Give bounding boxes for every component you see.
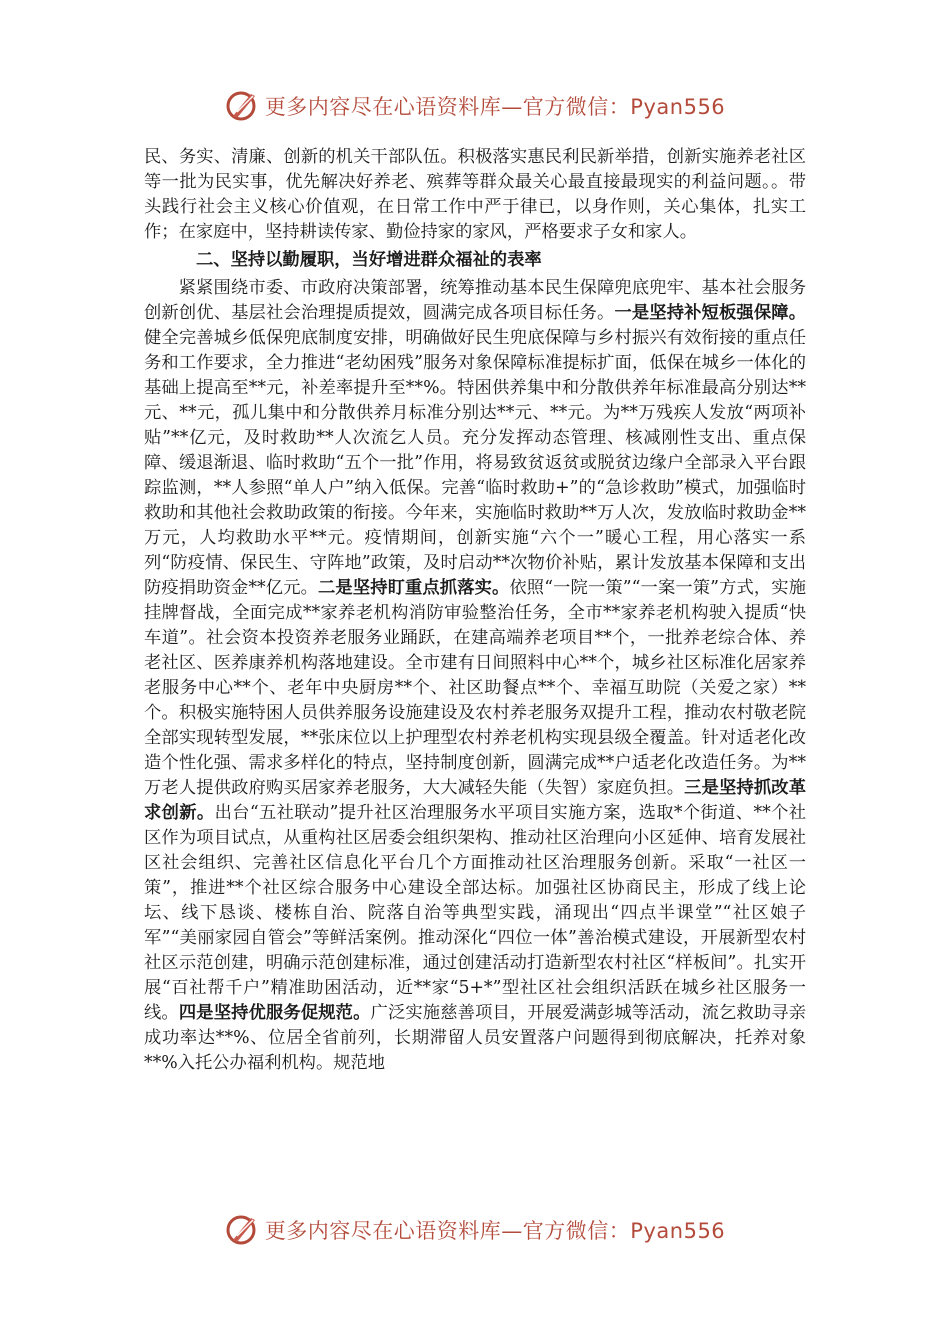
body-text-1: 紧紧围绕市委、市政府决策部署，统筹推动基本民生保障兜底兜牢、基本社会服务创新创优、基层社会治理提质提效，圆满完成各项目标任务。 <box>144 278 806 323</box>
header-banner <box>0 86 950 126</box>
footer-banner-text: 更多内容尽在心语资料库—官方微信：Pyan556 <box>264 1219 726 1243</box>
footer-banner <box>0 1210 950 1250</box>
body-text-2: 健全完善城乡低保兜底制度安排，明确做好民生兜底保障与乡村振兴有效衔接的重点任务和工作要求，全力推进“老幼困残”服务对象保障标准提标扩面，低保在城乡一体化的基础上提高至**元，补差率提升至**%。特困供养集中和分散供养年标准最高分别达**元、**元，孤儿集中和分散供养月标准分别达**元、**元。为**万残疾人发放“两项补贴”**亿元，及时救助**人次流乞人员。充分发挥动态管理、核减刚性支出、重点保障、缓退渐退、临时救助“五个一批”作用，将易致贫返贫或脱贫边缘户全部录入平台跟踪监测，**人参照“单人户”纳入低保。完善“临时救助+”的“急诊救助”模式，加强临时救助和其他社会救助政策的衔接。今年来，实施临时救助**万人次，发放临时救助金**万元，人均救助水平**元。疫情期间，创新实施“六个一”暖心工程，用心落实一系列“防疫情、保民生、守阵地”政策，及时启动**次物价补贴，累计发放基本保障和支出防疫捐助资金**亿元。 <box>144 328 806 598</box>
header-banner-text: 更多内容尽在心语资料库—官方微信：Pyan556 <box>264 95 726 119</box>
quill-logo-icon <box>225 88 261 124</box>
bold-point-4: 四是坚持优服务促规范。 <box>178 1003 371 1023</box>
bold-point-1: 一是坚持补短板强保障。 <box>614 303 806 323</box>
document-body <box>144 145 806 1076</box>
body-text-5: 广泛实施慈善项目，开展爱满彭城等活动，流乞救助寻亲成功率达**%、位居全省前列，长期滞留人员安置落户问题得到彻底解决，托养对象**%入托公办福利机构。规范地 <box>144 1003 806 1073</box>
intro-paragraph: 民、务实、清廉、创新的机关干部队伍。积极落实惠民利民新举措，创新实施养老社区等一批为民实事，优先解决好养老、殡葬等群众最关心最直接最现实的利益问题。。带头践行社会主义核心价值观，在日常工作中严于律已，以身作则，关心集体，扎实工作；在家庭中，坚持耕读传家、勤俭持家的家风，严格要求子女和家人。 <box>144 147 806 242</box>
section-heading: 二、坚持以勤履职，当好增进群众福祉的表率 <box>196 250 542 270</box>
quill-logo-icon <box>225 1212 261 1248</box>
body-paragraph <box>144 276 806 1076</box>
bold-point-3: 三是坚持抓改革求创新。 <box>144 778 806 823</box>
body-text-3: 依照“一院一策”“一案一策”方式，实施挂牌督战，全面完成**家养老机构消防审验整治任务，全市**家养老机构驶入提质“快车道”。社会资本投资养老服务业踊跃，在建高端养老项目**个，一批养老综合体、养老社区、医养康养机构落地建设。全市建有日间照料中心**个，城乡社区标准化居家养老服务中心**个、老年中央厨房**个、社区助餐点**个、幸福互助院（关爱之家）**个。积极实施特困人员供养服务设施建设及农村养老服务双提升工程，推动农村敬老院全部实现转型发展，**张床位以上护理型农村养老机构实现县级全覆盖。针对适老化改造个性化强、需求多样化的特点，坚持制度创新，圆满完成**户适老化改造任务。为**万老人提供政府购买居家养老服务，大大减轻失能（失智）家庭负担。 <box>144 578 806 798</box>
body-text-4: 出台“五社联动”提升社区治理服务水平项目实施方案，选取*个街道、**个社区作为项目试点，从重构社区居委会组织架构、推动社区治理向小区延伸、培育发展社区社会组织、完善社区信息化平台几个方面推动社区治理服务创新。采取“一社区一策”，推进**个社区综合服务中心建设全部达标。加强社区协商民主，形成了线上论坛、线下恳谈、楼栋自治、院落自治等典型实践，涌现出“四点半课堂”“社区娘子军”“美丽家园自管会”等鲜活案例。推动深化“四位一体”善治模式建设，开展新型农村社区示范创建，明确示范创建标准，通过创建活动打造新型农村社区“样板间”。扎实开展“百社帮千户”精准助困活动，近**家“5+*”型社区社会组织活跃在城乡社区服务一线。 <box>144 803 806 1023</box>
bold-point-2: 二是坚持盯重点抓落实。 <box>318 578 510 598</box>
